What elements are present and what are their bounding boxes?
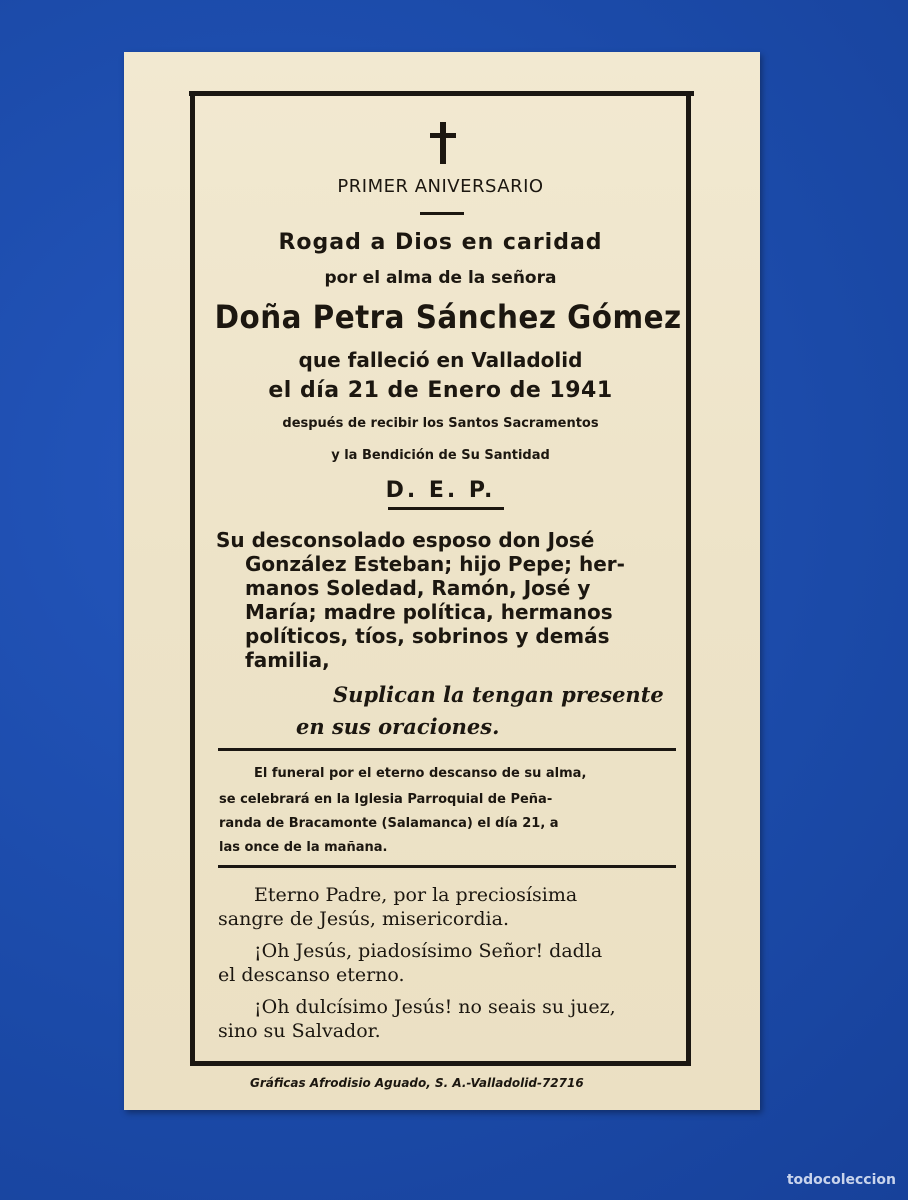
intro-line-2: por el alma de la señora <box>324 268 557 288</box>
family-line-6: familia, <box>245 648 330 672</box>
frame-top-border <box>189 91 694 96</box>
prayer-line-2: sangre de Jesús, misericordia. <box>218 908 509 930</box>
prayer-line-3: ¡Oh Jesús, piadosísimo Señor! dadla <box>254 940 603 962</box>
funeral-line-1: El funeral por el eterno descanso de su alma, <box>254 766 587 781</box>
dep-text: D. E. P. <box>385 478 496 503</box>
cross-icon <box>430 122 456 164</box>
intro-line-1: Rogad a Dios en caridad <box>278 230 603 255</box>
family-line-2: González Esteban; hijo Pepe; her- <box>245 552 625 576</box>
prayer-line-4: el descanso eterno. <box>218 964 405 986</box>
sacrament-line-1: después de recibir los Santos Sacramentos <box>282 416 599 431</box>
frame-bottom-border <box>190 1061 690 1066</box>
family-line-5: políticos, tíos, sobrinos y demás <box>245 624 610 648</box>
funeral-line-3: randa de Bracamonte (Salamanca) el día 21, a <box>219 816 559 831</box>
sacrament-line-2: y la Bendición de Su Santidad <box>331 448 550 463</box>
printer-credit: Gráficas Afrodisio Aguado, S. A.-Valladolid-72716 <box>250 1076 584 1090</box>
funeral-line-2: se celebrará en la Iglesia Parroquial de Peña- <box>219 792 553 807</box>
deceased-name: Doña Petra Sánchez Gómez <box>214 298 682 336</box>
plea-line-2: en sus oraciones. <box>296 714 500 739</box>
divider-lower <box>218 865 676 868</box>
anniversary-heading: PRIMER ANIVERSARIO <box>337 176 544 197</box>
prayer-line-5: ¡Oh dulcísimo Jesús! no seais su juez, <box>254 996 616 1018</box>
family-line-3: manos Soledad, Ramón, José y <box>245 576 591 600</box>
divider-upper <box>218 748 676 751</box>
death-line-2: el día 21 de Enero de 1941 <box>268 378 613 403</box>
family-line-4: María; madre política, hermanos <box>245 600 613 624</box>
family-line-1: Su desconsolado esposo don José <box>216 528 595 552</box>
watermark-text: todocoleccion <box>786 1172 896 1188</box>
prayer-line-1: Eterno Padre, por la preciosísima <box>254 884 578 906</box>
prayer-line-6: sino su Salvador. <box>218 1020 381 1042</box>
death-line-1: que falleció en Valladolid <box>298 348 583 372</box>
funeral-line-4: las once de la mañana. <box>219 840 388 855</box>
heading-rule <box>420 212 464 215</box>
plea-line-1: Suplican la tengan presente <box>333 682 664 707</box>
dep-rule <box>388 507 504 510</box>
frame-right-border <box>686 91 691 1066</box>
